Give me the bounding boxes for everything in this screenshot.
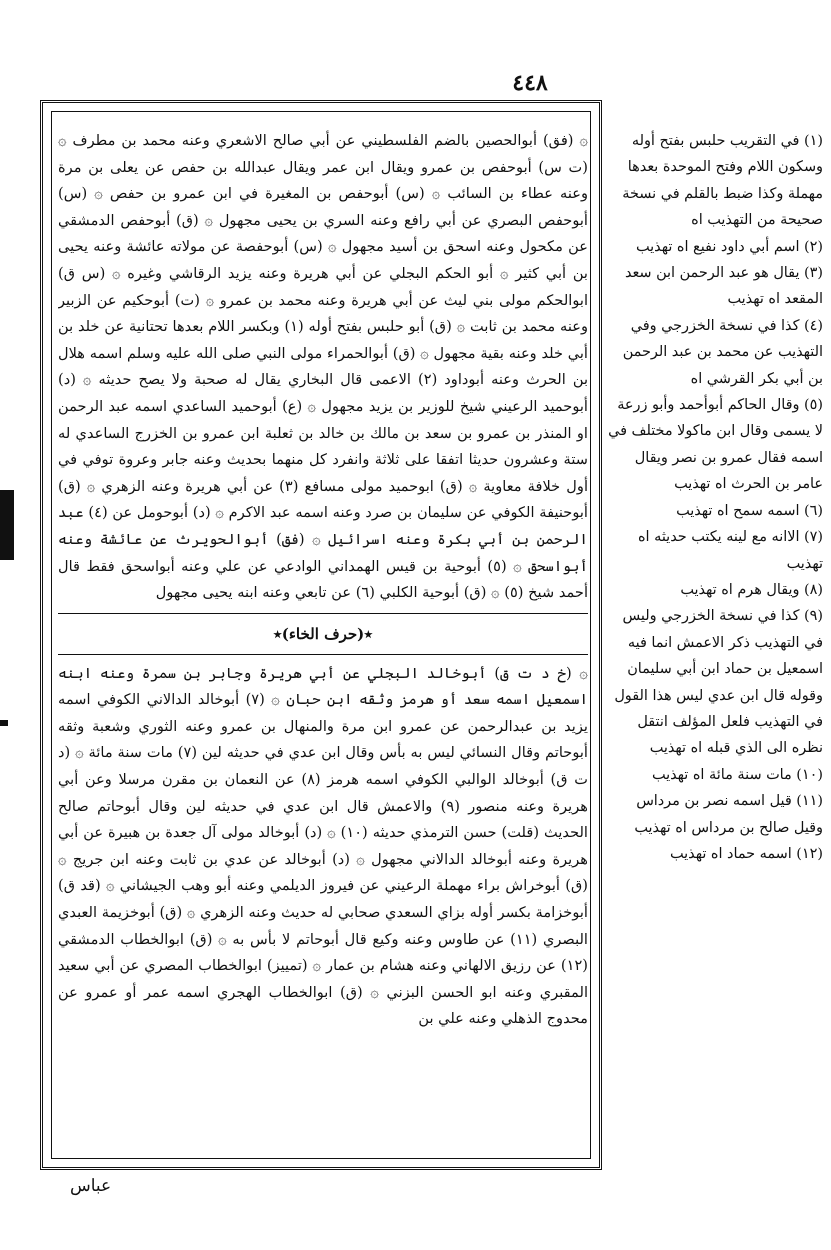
footnote-9: (٩) كذا في نسخة الخزرجي وليس في التهذيب ذكر الاعمش انما فيه اسمعيل بن حماد ابن أبي سليمان وقوله قال ابن عدي ليس هذا القول في التهذيب فلعل المؤلف انتقل نظره الى الذي قبله اه تهذيب xyxy=(614,608,823,757)
footnote-6: (٦) اسمه سمح اه تهذيب xyxy=(676,502,823,519)
section-heading: ٭(حرف الخاء)٭ xyxy=(273,624,373,643)
main-text xyxy=(58,128,588,1158)
page-number: ٤٤٨ xyxy=(512,70,548,96)
catchword: عباس xyxy=(70,1176,112,1196)
footnote-10: (١٠) مات سنة مائة اه تهذيب xyxy=(651,766,823,783)
scan-edge-mark xyxy=(0,720,8,726)
main-paragraph: ۞ (خ د ت ق) أبوخالد البجلي عن أبي هريرة وجابر بن سمرة وعنه ابنه اسمعيل اسمه سعد أو هرمز وثقه ابن حبان ۞ (٧) أبوخالد الدالاني الكوفي اسمه يزيد بن عبدالرحمن عن عمرو ابن مرة والمنهال بن عمرو وعنه الثوري وشعبة وثقه أبوحاتم وقال النسائي ليس به بأس وقال ابن عدي في حديثه لين (٧) مات سنة مائة ۞ (د ت ق) أبوخالد الوالبي الكوفي اسمه هرمز (٨) عن النعمان بن مقرن مرسلا وعن أبي هريرة وعنه منصور (٩) والاعمش قال ابن عدي في حديثه لين وقال أبوحاتم صالح الحديث (قلت) حسن الترمذي حديثه (١٠) ۞ (د) أبوخالد مولى آل جعدة بن هبيرة عن أبي هريرة وعنه أبوخالد الدالاني مجهول ۞ (د) أبوخالد عن عدي بن ثابت وعنه ابن جريج ۞ (ق) أبوخراش براء مهملة الرعيني عن فيروز الديلمي وعنه أبو وهب الجيشاني ۞ (قد ق) أبوخزامة بكسر أوله بزاي السعدي صحابي له حديث وعنه الزهري ۞ (ق) أبوخزيمة العبدي البصري (١١) عن طاوس وعنه وكيع قال أبوحاتم لا بأس به ۞ (ق) ابوالخطاب الدمشقي (١٢) عن رزيق الالهاني وعنه هشام بن عمار ۞ (تمييز) ابوالخطاب المصري عن أبي سعيد المقبري وعنه ابو الحسن البزني ۞ (ق) ابوالخطاب الهجري اسمه عمر أو عمرو عن محدوج الذهلي وعنه علي بن xyxy=(58,664,588,1028)
main-paragraph: ۞ (فق) أبوالحصين بالضم الفلسطيني عن أبي صالح الاشعري وعنه محمد بن مطرف ۞ (ت س) أبوحفص بن عمرو ويقال ابن عمر ويقال عبدالله بن حفص عن يعلى بن مرة وعنه عطاء بن السائب ۞ (س) أبوحفص بن المغيرة في ابن عمرو بن حفص ۞ (س) أبوحفص البصري عن أبي رافع وعنه السري بن يحيى مجهول ۞ (ق) أبوحفص الدمشقي عن مكحول وعنه اسحق بن أسيد مجهول ۞ (س) أبوحفصة عن مولاته عائشة وعنه يحيى بن أبي كثير ۞ أبو الحكم البجلي عن أبي هريرة وعنه يزيد الرقاشي وغيره ۞ (س ق) ابوالحكم مولى بني ليث عن أبي هريرة وعنه محمد بن عمرو ۞ (ت) أبوحكيم عن الزبير وعنه محمد بن ثابت ۞ (ق) أبو حلبس بفتح أوله (١) وبكسر اللام بعدها تحتانية عن خلد بن أبي خلد وعنه بقية مجهول ۞ (ق) أبوالحمراء مولى النبي صلى الله عليه وسلم اسمه هلال بن الحرث وعنه أبوداود (٢) الاعمى قال البخاري يقال له صحبة ولا يصح حديثه ۞ (د) أبوحميد الرعيني شيخ للوزير بن يزيد مجهول ۞ (ع) أبوحميد الساعدي اسمه عبد الرحمن او المنذر بن عمرو بن سعد بن مالك بن خالد بن ثعلبة ابن عمرو بن الخزرج الساعدي له ستة وعشرون حديثا اتفقا على ثلاثة وانفرد كل منهما بحديث وعنه جابر وعروة توفي في أول خلافة معاوية ۞ (ق) ابوحميد مولى مسافع (٣) عن أبي هريرة وعنه الزهري ۞ (ق) أبوحنيفة الكوفي عن سليمان بن صرد وعنه اسمه عبد الاكرم ۞ (د) أبوحومل عن (٤) عبد الرحمن بن أبي بكرة وعنه اسرائيل ۞ (فق) أبوالحويرث عن عائشة وعنه أبواسحق ۞ (٥) أبوحية بن قيس الهمداني الوادعي عن علي وعنه أبواسحق فقط قال أحمد شيخ (٥) ۞ (ق) أبوحية الكلبي (٦) عن تابعي وعنه ابنه يحيى مجهول xyxy=(58,132,588,602)
section-divider xyxy=(58,654,588,655)
footnote-8: (٨) ويقال هرم اه تهذيب xyxy=(680,581,823,598)
footnote-11: (١١) قيل اسمه نصر بن مرداس وقيل صالح بن مرداس اه تهذيب xyxy=(634,793,823,836)
footnote-3: (٣) يقال هو عبد الرحمن ابن سعد المقعد اه تهذيب xyxy=(624,265,823,308)
footnote-5: (٥) وقال الحاكم أبوأحمد وأبو زرعة لا يسمى وقال ابن ماكولا مختلف في اسمه فقال عمرو بن نصر ويقال عامر بن الحرث اه تهذيب xyxy=(608,397,823,493)
footnote-4: (٤) كذا في نسخة الخزرجي وفي التهذيب عن محمد بن عبد الرحمن بن أبي بكر القرشي اه xyxy=(622,317,823,387)
footnote-12: (١٢) اسمه حماد اه تهذيب xyxy=(670,845,823,862)
section-divider xyxy=(58,613,588,614)
footnote-1: (١) في التقريب حلبس بفتح أوله وسكون اللام وفتح الموحدة بعدها مهملة وكذا ضبط بالقلم في نسخة صحيحة من التهذيب اه xyxy=(622,133,823,229)
footnote-7: (٧) الاانه مع لينه يكتب حديثه اه تهذيب xyxy=(638,529,823,572)
footnote-2: (٢) اسم أبي داود نفيع اه تهذيب xyxy=(636,238,823,255)
scan-edge-mark xyxy=(0,490,14,560)
side-notes xyxy=(605,128,823,1178)
